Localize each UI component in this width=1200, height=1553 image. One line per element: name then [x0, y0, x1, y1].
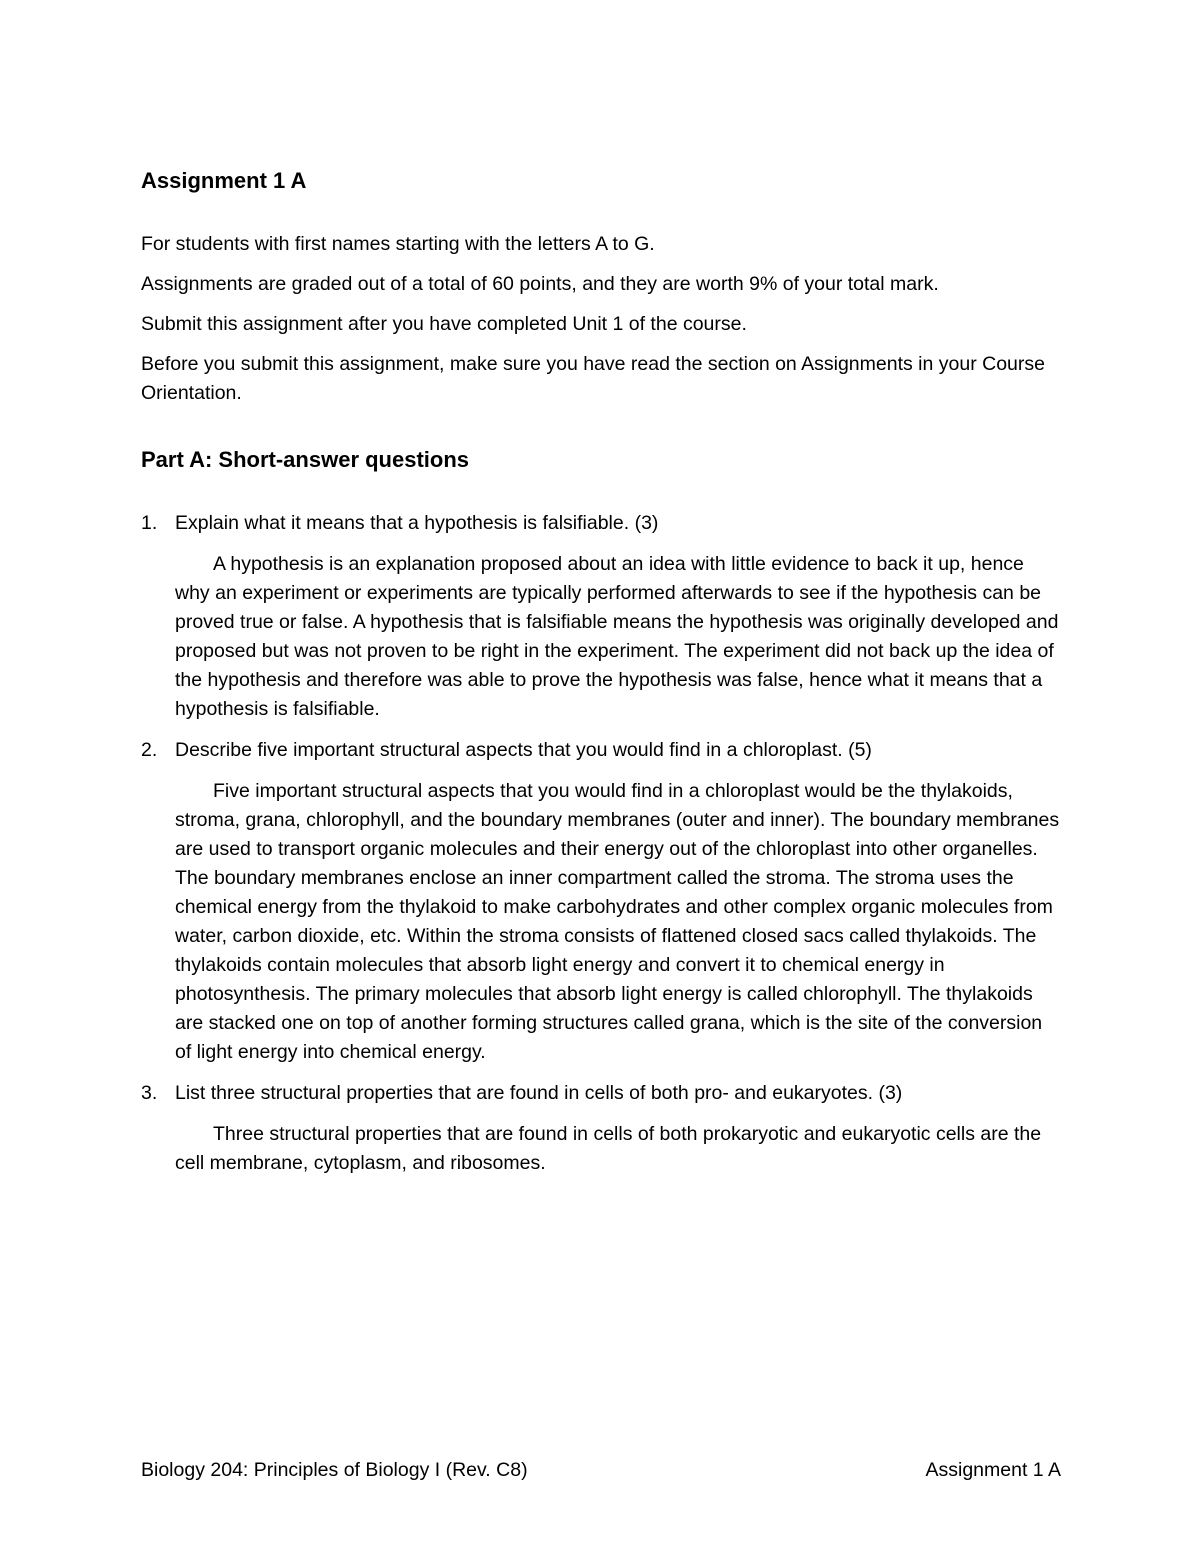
- intro-paragraph-grading: Assignments are graded out of a total of 60 points, and they are worth 9% of your total mark.: [141, 273, 939, 295]
- page-footer: [141, 1456, 1061, 1484]
- question-number: 2.: [141, 739, 158, 761]
- question-number: 3.: [141, 1082, 158, 1104]
- answer-text: Five important structural aspects that you would find in a chloroplast would be the thylakoids, stroma, grana, chlorophyll, and the boundary membranes (outer and inner). The boundary membranes are used to transport organic molecules and their energy out of the chloroplast into other organelles. The boundary membranes enclose an inner compartment called the stroma. The stroma uses the chemical energy from the thylakoid to make carbohydrates and other complex organic molecules from water, carbon dioxide, etc. Within the stroma consists of flattened closed sacs called thylakoids. The thylakoids contain molecules that absorb light energy and convert it to chemical energy in photosynthesis. The primary molecules that absorb light energy is called chlorophyll. The thylakoids are stacked one on top of another forming structures called grana, which is the site of the conversion of light energy into chemical energy.: [175, 780, 1060, 1063]
- document-title: Assignment 1 A: [141, 168, 307, 193]
- intro-section: [141, 230, 1061, 408]
- question-item: [141, 509, 1061, 724]
- question-number: 1.: [141, 512, 158, 534]
- section-heading-part-a: Part A: Short-answer questions: [141, 447, 470, 472]
- intro-paragraph-orientation: Before you submit this assignment, make sure you have read the section on Assignments in your Course Orientation.: [141, 353, 1045, 404]
- document-body: [141, 166, 1061, 1190]
- answer-text: A hypothesis is an explanation proposed about an idea with little evidence to back it up, hence why an experiment or experiments are typically performed afterwards to see if the hypothesis can be proved true or false. A hypothesis that is falsifiable means the hypothesis was originally developed and proposed but was not proven to be right in the experiment. The experiment did not back up the idea of the hypothesis and therefore was able to prove the hypothesis was false, hence what it means that a hypothesis is falsifiable.: [175, 553, 1059, 720]
- question-text: Describe five important structural aspects that you would find in a chloroplast. (5): [175, 739, 872, 761]
- footer-assignment-label: Assignment 1 A: [925, 1459, 1061, 1481]
- question-text: List three structural properties that are found in cells of both pro- and eukaryotes. (3): [175, 1082, 903, 1104]
- answer-text: Three structural properties that are found in cells of both prokaryotic and eukaryotic cells are the cell membrane, cytoplasm, and ribosomes.: [175, 1123, 1042, 1174]
- footer-course-title: Biology 204: Principles of Biology I (Rev. C8): [141, 1459, 528, 1481]
- question-item: [141, 736, 1061, 1067]
- question-text: Explain what it means that a hypothesis is falsifiable. (3): [175, 512, 659, 534]
- intro-paragraph-submission: Submit this assignment after you have completed Unit 1 of the course.: [141, 313, 747, 335]
- intro-paragraph-audience: For students with first names starting with the letters A to G.: [141, 233, 655, 255]
- question-list: [141, 509, 1061, 1178]
- question-item: [141, 1079, 1061, 1178]
